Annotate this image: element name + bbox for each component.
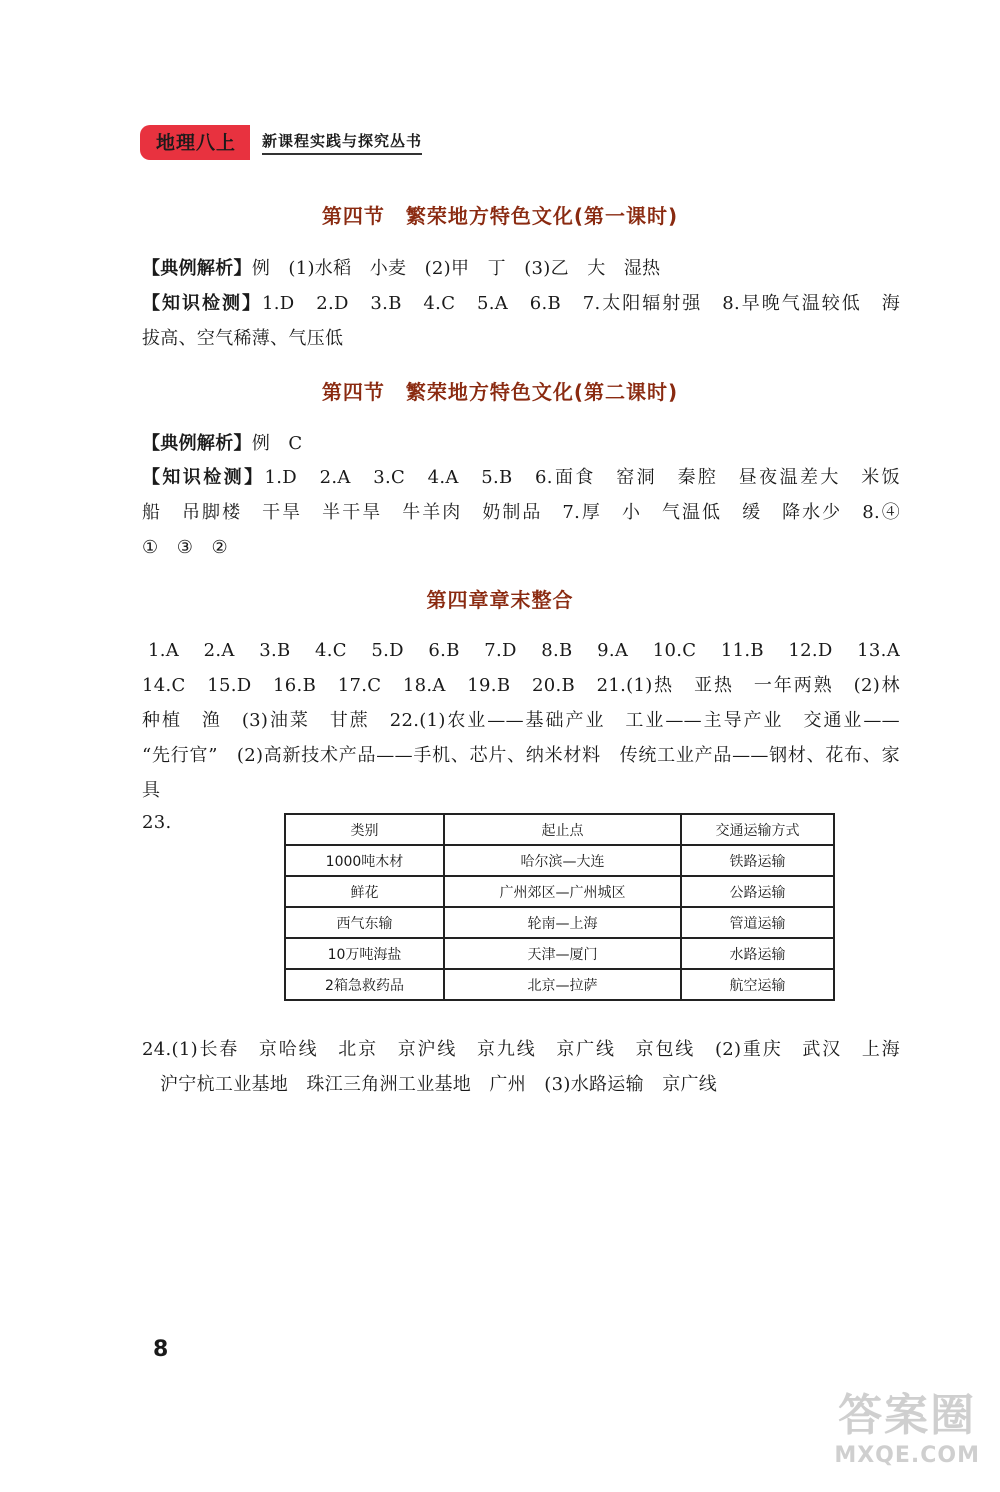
table-header: 起止点 <box>444 814 681 845</box>
section2-check-line3: ① ③ ② <box>142 537 228 558</box>
table-cell: 鲜花 <box>285 876 444 907</box>
section1-check-line2: 拔高、空气稀薄、气压低 <box>142 328 344 349</box>
table-cell: 西气东输 <box>285 907 444 938</box>
check-label: 【知识检测】 <box>142 467 265 488</box>
question-24-line2: 沪宁杭工业基地 珠江三角洲工业基地 广州 (3)水路运输 京广线 <box>160 1074 718 1095</box>
section2-check-line1 <box>142 463 900 489</box>
example-text: 例 (1)水稻 小麦 (2)甲 丁 (3)乙 大 湿热 <box>251 258 661 279</box>
watermark <box>834 1379 980 1468</box>
answer-line: 具 <box>142 780 161 801</box>
watermark-logo-text: 答案圈 <box>838 1390 977 1441</box>
example-label: 【典例解析】 <box>142 258 252 279</box>
table-row <box>285 876 834 907</box>
table-cell: 1000吨木材 <box>285 845 444 876</box>
page-number: 8 <box>153 1337 169 1362</box>
section1-check-line1 <box>142 289 900 315</box>
section2-example <box>142 429 303 455</box>
section1-example <box>142 254 660 280</box>
transport-table <box>284 813 835 1001</box>
table-cell: 广州郊区—广州城区 <box>444 876 681 907</box>
series-title: 新课程实践与探究丛书 <box>262 130 422 155</box>
table-header: 交通运输方式 <box>681 814 834 845</box>
page-header <box>140 125 422 160</box>
table-cell: 天津—厦门 <box>444 938 681 969</box>
watermark-url: MXQE.COM <box>834 1443 980 1468</box>
table-header: 类别 <box>285 814 444 845</box>
table-cell: 铁路运输 <box>681 845 834 876</box>
answer-line: 1.A 2.A 3.B 4.C 5.D 6.B 7.D 8.B 9.A 10.C 11.B 12.D 13.A <box>148 640 900 661</box>
answer-line: 14.C 15.D 16.B 17.C 18.A 19.B 20.B 21.(1)热 亚热 一年两熟 (2)林 <box>142 675 900 696</box>
subject-badge: 地理八上 <box>140 125 250 160</box>
section1-title: 第四节 繁荣地方特色文化(第一课时) <box>321 204 679 228</box>
example-text: 例 C <box>251 433 303 454</box>
table-cell: 北京—拉萨 <box>444 969 681 1000</box>
section2-check-line2: 船 吊脚楼 干旱 半干旱 牛羊肉 奶制品 7.厚 小 气温低 缓 降水少 8.④ <box>142 502 900 523</box>
check-text: 1.D 2.A 3.C 4.A 5.B 6.面食 窑洞 秦腔 昼夜温差大 米饭 <box>264 467 900 488</box>
question-24-line1: 24.(1)长春 京哈线 北京 京沪线 京九线 京广线 京包线 (2)重庆 武汉 上海 <box>142 1039 900 1060</box>
section2-title: 第四节 繁荣地方特色文化(第二课时) <box>321 380 679 404</box>
table-cell: 航空运输 <box>681 969 834 1000</box>
table-cell: 水路运输 <box>681 938 834 969</box>
example-label: 【典例解析】 <box>142 433 252 454</box>
table-cell: 2箱急救药品 <box>285 969 444 1000</box>
table-cell: 管道运输 <box>681 907 834 938</box>
table-row <box>285 938 834 969</box>
table-row <box>285 845 834 876</box>
table-header-row <box>285 814 834 845</box>
table-cell: 10万吨海盐 <box>285 938 444 969</box>
table-cell: 哈尔滨—大连 <box>444 845 681 876</box>
table-cell: 轮南—上海 <box>444 907 681 938</box>
question-23-label: 23. <box>142 812 172 833</box>
table-cell: 公路运输 <box>681 876 834 907</box>
answer-line: 种植 渔 (3)油菜 甘蔗 22.(1)农业——基础产业 工业——主导产业 交通业—— <box>142 710 900 731</box>
table-row <box>285 907 834 938</box>
section3-title: 第四章章末整合 <box>426 588 574 612</box>
check-text: 1.D 2.D 3.B 4.C 5.A 6.B 7.太阳辐射强 8.早晚气温较低 海 <box>262 293 901 314</box>
check-label: 【知识检测】 <box>142 293 263 314</box>
answer-line: “先行官” (2)高新技术产品——手机、芯片、纳米材料 传统工业产品——钢材、花布、家 <box>142 745 900 766</box>
table-row <box>285 969 834 1000</box>
